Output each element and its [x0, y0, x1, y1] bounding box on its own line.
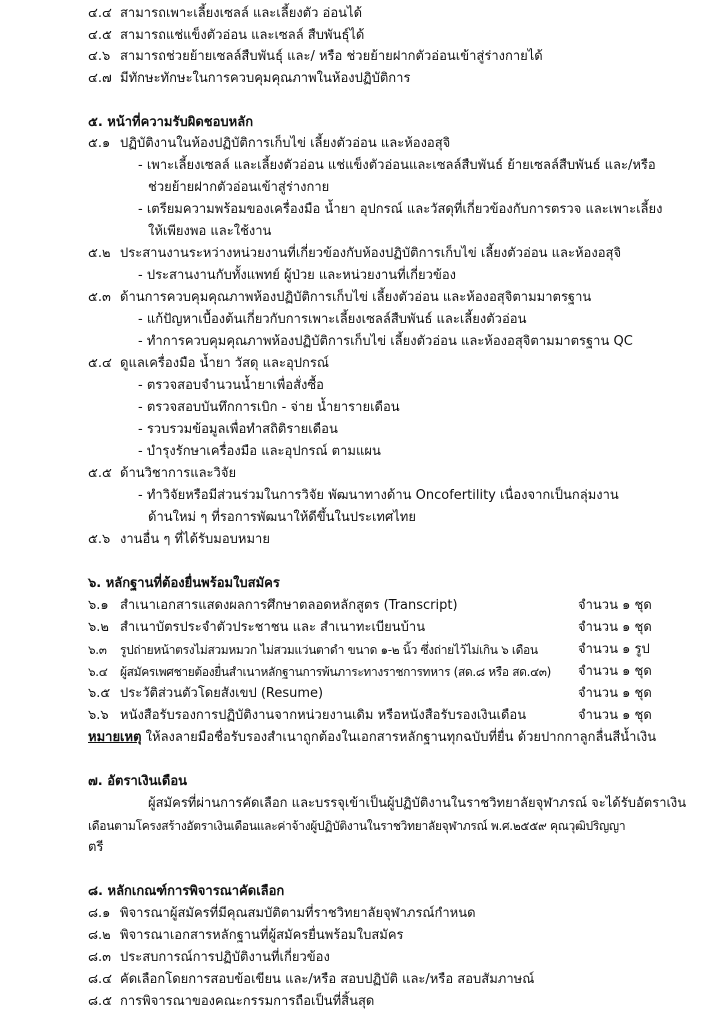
sub-item: - แก้ปัญหาเบื้องต้นเกี่ยวกับการเพาะเลี้ยงเซลล์สืบพันธ์ และเลี้ยงตัวอ่อน — [138, 312, 527, 327]
list-item: ๘.๒ พิจารณาเอกสารหลักฐานที่ผู้สมัครยื่นพร้อมใบสมัคร — [88, 928, 404, 943]
sub-item: - ประสานงานกับทั้งแพทย์ ผู้ป่วย และหน่วยงานที่เกี่ยวข้อง — [138, 268, 456, 283]
section-heading: ๕. หน้าที่ความรับผิดชอบหลัก — [88, 115, 254, 130]
document-item: ๖.๔ ผู้สมัครเพศชายต้องยื่นสำเนาหลักฐานการพ้นภาระทางราชการทหาร (สด.๘ หรือ สด.๔๓) — [88, 665, 551, 679]
document-item: ๖.๑ สำเนาเอกสารแสดงผลการศึกษาตลอดหลักสูตร (Transcript) — [88, 598, 458, 613]
sub-item-cont: ด้านใหม่ ๆ ที่รอการพัฒนาให้ดีขึ้นในประเทศไทย — [148, 510, 416, 525]
list-item: ๕.๑ ปฏิบัติงานในห้องปฏิบัติการเก็บไข่ เลี้ยงตัวอ่อน และห้องอสุจิ — [88, 136, 451, 151]
sub-item: - เตรียมความพร้อมของเครื่องมือ น้ำยา อุปกรณ์ และวัสดุที่เกี่ยวข้องกับการตรวจ และเพาะเลี้ยง — [138, 202, 663, 217]
list-item: ๔.๔ สามารถเพาะเลี้ยงเซลล์ และเลี้ยงตัว อ่อนได้ — [88, 6, 363, 21]
sub-item: - บำรุงรักษาเครื่องมือ และอุปกรณ์ ตามแผน — [138, 444, 381, 459]
sub-item: - ทำการควบคุมคุณภาพห้องปฏิบัติการเก็บไข่ เลี้ยงตัวอ่อน และห้องอสุจิตามมาตรฐาน QC — [138, 334, 633, 349]
list-item: ๕.๕ ด้านวิชาการและวิจัย — [88, 466, 237, 481]
document-quantity: จำนวน ๑ ชุด — [578, 620, 652, 635]
list-item: ๘.๔ คัดเลือกโดยการสอบข้อเขียน และ/หรือ สอบปฏิบัติ และ/หรือ สอบสัมภาษณ์ — [88, 972, 535, 987]
note — [88, 727, 656, 749]
paragraph-line: เดือนตามโครงสร้างอัตราเงินเดือนและค่าจ้างผู้ปฏิบัติงานในราชวิทยาลัยจุฬาภรณ์ พ.ศ.๒๕๕๙ คุณวุฒิปริญญา — [88, 819, 626, 833]
list-item: ๔.๗ มีทักษะทักษะในการควบคุมคุณภาพในห้องปฏิบัติการ — [88, 71, 411, 86]
list-item: ๕.๒ ประสานงานระหว่างหน่วยงานที่เกี่ยวข้องกับห้องปฏิบัติการเก็บไข่ เลี้ยงตัวอ่อน และห้องอสุจิ — [88, 246, 622, 261]
document-quantity: จำนวน ๑ ชุด — [578, 686, 652, 701]
document-quantity: จำนวน ๑ ชุด — [578, 664, 652, 679]
sub-item: - เพาะเลี้ยงเซลล์ และเลี้ยงตัวอ่อน แช่แข็งตัวอ่อนและเซลล์สืบพันธ์ ย้ายเซลล์สืบพันธ์ และ/หรือ — [138, 158, 656, 173]
sub-item-cont: ช่วยย้ายฝากตัวอ่อนเข้าสู่ร่างกาย — [148, 180, 330, 195]
list-item: ๕.๖ งานอื่น ๆ ที่ได้รับมอบหมาย — [88, 532, 270, 547]
document-item: ๖.๓ รูปถ่ายหน้าตรงไม่สวมหมวก ไม่สวมแว่นตาดำ ขนาด ๑-๒ นิ้ว ซึ่งถ่ายไว้ไม่เกิน ๖ เดือน — [88, 643, 538, 657]
list-item: ๘.๕ การพิจารณาของคณะกรรมการถือเป็นที่สิ้นสุด — [88, 994, 375, 1009]
document-quantity: จำนวน ๑ ชุด — [578, 708, 652, 723]
section-heading: ๘. หลักเกณฑ์การพิจารณาคัดเลือก — [88, 884, 285, 899]
section-heading: ๗. อัตราเงินเดือน — [88, 774, 188, 789]
sub-item-cont: ให้เพียงพอ และใช้งาน — [148, 224, 272, 239]
paragraph-line: ผู้สมัครที่ผ่านการคัดเลือก และบรรจุเข้าเป็นผู้ปฏิบัติงานในราชวิทยาลัยจุฬาภรณ์ จะได้รับอัตราเงิน — [148, 796, 687, 811]
list-item: ๕.๓ ด้านการควบคุมคุณภาพห้องปฏิบัติการเก็บไข่ เลี้ยงตัวอ่อน และห้องอสุจิตามมาตรฐาน — [88, 290, 592, 305]
list-item: ๕.๔ ดูแลเครื่องมือ น้ำยา วัสดุ และอุปกรณ์ — [88, 356, 329, 371]
list-item: ๘.๓ ประสบการณ์การปฏิบัติงานที่เกี่ยวข้อง — [88, 950, 330, 965]
sub-item: - รวบรวมข้อมูลเพื่อทำสถิติรายเดือน — [138, 422, 338, 437]
document-quantity: จำนวน ๑ ชุด — [578, 598, 652, 613]
document-item: ๖.๒ สำเนาบัตรประจำตัวประชาชน และ สำเนาทะเบียนบ้าน — [88, 620, 426, 635]
list-item: ๘.๑ พิจารณาผู้สมัครที่มีคุณสมบัติตามที่ราชวิทยาลัยจุฬาภรณ์กำหนด — [88, 906, 476, 921]
paragraph-line: ตรี — [88, 840, 104, 855]
sub-item: - ตรวจสอบจำนวนน้ำยาเพื่อสั่งซื้อ — [138, 378, 324, 393]
document-quantity: จำนวน ๑ รูป — [578, 642, 650, 657]
note-text: ให้ลงลายมือชื่อรับรองสำเนาถูกต้องในเอกสารหลักฐานทุกฉบับที่ยื่น ด้วยปากกาลูกลื่นสีน้ำเงิน — [141, 730, 657, 745]
list-item: ๔.๖ สามารถช่วยย้ายเซลล์สืบพันธุ์ และ/ หรือ ช่วยย้ายฝากตัวอ่อนเข้าสู่ร่างกายได้ — [88, 49, 543, 64]
sub-item: - ทำวิจัยหรือมีส่วนร่วมในการวิจัย พัฒนาทางด้าน Oncofertility เนื่องจากเป็นกลุ่มงาน — [138, 488, 619, 503]
section-heading: ๖. หลักฐานที่ต้องยื่นพร้อมใบสมัคร — [88, 576, 280, 591]
note-label: หมายเหตุ — [88, 730, 142, 745]
list-item: ๔.๕ สามารถแช่แข็งตัวอ่อน และเซลล์ สืบพันธุ์ได้ — [88, 28, 365, 43]
document-item: ๖.๕ ประวัติส่วนตัวโดยสังเขป (Resume) — [88, 686, 324, 701]
sub-item: - ตรวจสอบบันทึกการเบิก - จ่าย น้ำยารายเดือน — [138, 400, 400, 415]
document-item: ๖.๖ หนังสือรับรองการปฏิบัติงานจากหน่วยงานเดิม หรือหนังสือรับรองเงินเดือน — [88, 708, 527, 723]
